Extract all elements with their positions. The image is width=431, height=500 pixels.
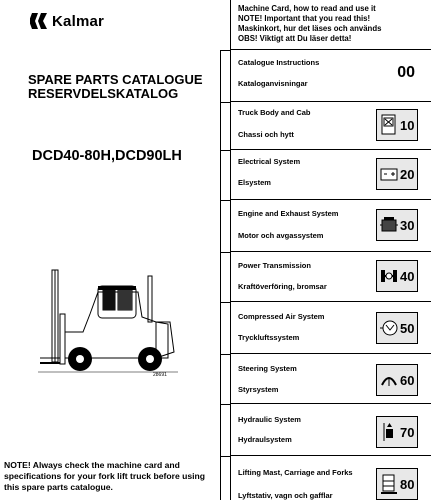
intro-line: NOTE! Important that you read this! xyxy=(238,14,371,23)
mast-icon xyxy=(380,473,398,495)
machine-card-section[interactable] xyxy=(231,0,431,50)
forklift-truck-illustration xyxy=(38,262,198,377)
section-title-en: Hydraulic System xyxy=(238,415,301,424)
section-title-en: Truck Body and Cab xyxy=(238,108,311,117)
section-tab-box xyxy=(376,468,418,500)
section-steering[interactable] xyxy=(231,354,431,404)
section-title-en: Engine and Exhaust System xyxy=(238,209,339,218)
title-swedish: RESERVDELSKATALOG xyxy=(28,86,179,101)
tab-notch xyxy=(220,252,230,302)
section-tab-box xyxy=(376,260,418,292)
section-title-sv: Elsystem xyxy=(238,178,271,187)
section-title-en: Lifting Mast, Carriage and Forks xyxy=(238,468,353,477)
battery-icon xyxy=(380,163,398,185)
section-catalogue-instructions[interactable] xyxy=(231,50,431,102)
section-compressed-air[interactable] xyxy=(231,302,431,354)
section-tab-box xyxy=(376,109,418,141)
section-tab-box xyxy=(376,158,418,190)
section-title-sv: Styrsystem xyxy=(238,385,279,394)
section-power-transmission[interactable] xyxy=(231,252,431,302)
section-title-sv: Tryckluftssystem xyxy=(238,333,300,342)
section-title-en: Power Transmission xyxy=(238,261,311,270)
tab-notch xyxy=(220,404,230,456)
hydraulic-icon xyxy=(380,421,398,443)
section-number: 10 xyxy=(400,117,415,133)
tab-notch xyxy=(220,456,230,500)
tab-notch xyxy=(220,50,230,102)
section-number: 50 xyxy=(400,320,415,336)
section-title-en: Electrical System xyxy=(238,157,301,166)
section-title-sv: Chassi och hytt xyxy=(238,130,294,139)
title-english: SPARE PARTS CATALOGUE xyxy=(28,72,203,87)
tab-notch xyxy=(220,302,230,354)
tab-notch xyxy=(220,150,230,200)
intro-line: Maskinkort, hur det läses och används xyxy=(238,24,382,33)
section-number: 80 xyxy=(400,476,415,492)
section-tab-box xyxy=(376,416,418,448)
section-tab-box xyxy=(376,209,418,241)
tab-notch xyxy=(220,354,230,404)
axle-icon xyxy=(380,265,398,287)
section-tab-box xyxy=(376,364,418,396)
tab-notch xyxy=(220,200,230,252)
section-number: 40 xyxy=(400,268,415,284)
section-number: 20 xyxy=(400,166,415,182)
section-title-sv: Lyftstativ, vagn och gafflar xyxy=(238,491,333,500)
section-title-sv: Hydraulsystem xyxy=(238,435,292,444)
steering-icon xyxy=(380,369,398,391)
kalmar-mark-icon xyxy=(30,12,50,30)
engine-icon xyxy=(380,214,398,236)
catalogue-note: NOTE! Always check the machine card and specifications for your fork lift truck before using this spare parts catalogue. xyxy=(4,460,206,493)
intro-line: Machine Card, how to read and use it xyxy=(238,4,376,13)
section-hydraulic[interactable] xyxy=(231,404,431,456)
section-number: 60 xyxy=(400,372,415,388)
brand-name: Kalmar xyxy=(52,12,105,30)
section-lifting-mast[interactable] xyxy=(231,456,431,500)
section-engine-exhaust[interactable] xyxy=(231,200,431,252)
section-title-sv: Motor och avgassystem xyxy=(238,231,324,240)
section-title-sv: Kraftöverföring, bromsar xyxy=(238,282,327,291)
tab-notch xyxy=(220,102,230,150)
section-number: 30 xyxy=(400,217,415,233)
catalogue-title xyxy=(28,73,203,101)
model-designation: DCD40-80H,DCD90LH xyxy=(32,148,182,164)
machine-card-text xyxy=(238,4,428,44)
section-number: 00 xyxy=(397,64,415,81)
kalmar-logo xyxy=(30,12,104,30)
drawing-number: 28691 xyxy=(153,372,167,378)
section-number: 70 xyxy=(400,424,415,440)
tab-edge xyxy=(220,0,230,500)
section-electrical[interactable] xyxy=(231,150,431,200)
section-tab-box xyxy=(376,312,418,344)
section-title-en: Steering System xyxy=(238,364,297,373)
intro-line: OBS! Viktigt att Du läser detta! xyxy=(238,34,352,43)
section-truck-body-cab[interactable] xyxy=(231,102,431,150)
section-title-sv: Kataloganvisningar xyxy=(238,79,308,88)
air-icon xyxy=(380,317,398,339)
cab-icon xyxy=(380,114,398,136)
section-title-en: Compressed Air System xyxy=(238,312,325,321)
section-title-en: Catalogue Instructions xyxy=(238,58,320,67)
